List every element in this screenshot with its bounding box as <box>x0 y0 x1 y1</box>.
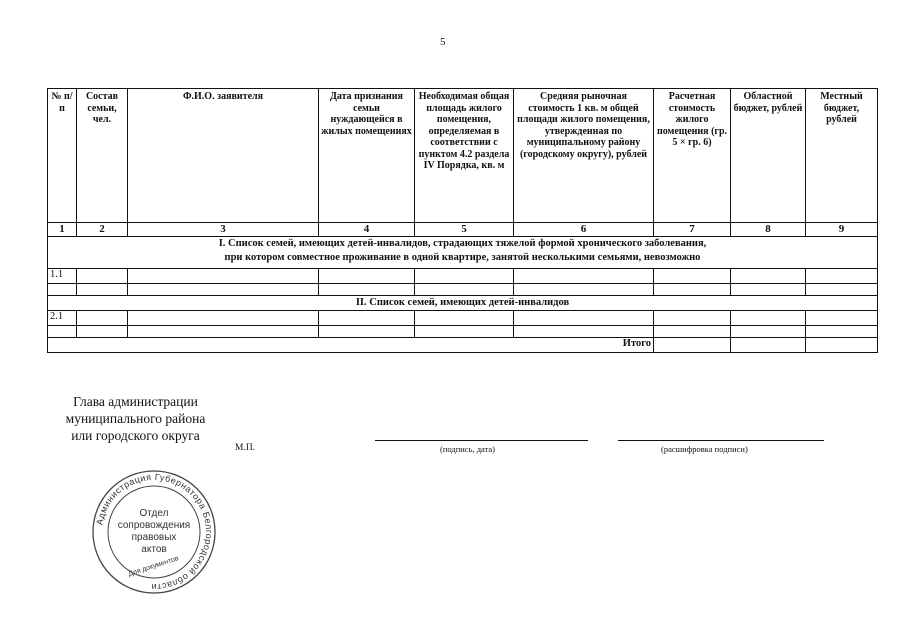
signatory-line: Глава администрации <box>73 394 198 409</box>
section-1-line2: при котором совместное проживание в одной квартире, занятой несколькими семьями, невозможно <box>224 252 701 263</box>
table-cell <box>415 284 514 296</box>
header-cell: Областной бюджет, рублей <box>731 89 806 223</box>
table-row <box>48 326 878 338</box>
header-cell: Необходимая общая площадь жилого помещения, определяемая в соответствии с пунктом 4.2 раздела IV Порядка, кв. м <box>415 89 514 223</box>
section-1-row <box>48 237 878 269</box>
column-number: 3 <box>128 223 319 237</box>
stamp-text: Отдел <box>139 508 169 519</box>
table-cell <box>731 311 806 326</box>
table-cell <box>319 284 415 296</box>
decode-caption: (расшифровка подписи) <box>661 444 748 454</box>
table-cell <box>128 311 319 326</box>
table-cell <box>731 284 806 296</box>
column-number: 7 <box>654 223 731 237</box>
decode-line <box>618 440 824 441</box>
section-2-title: II. Список семей, имеющих детей-инвалидов <box>48 296 878 311</box>
header-cell: Расчетная стоимость жилого помещения (гр. 5 × гр. 6) <box>654 89 731 223</box>
signatory-line: муниципального района <box>65 411 206 426</box>
header-cell: Местный бюджет, рублей <box>806 89 878 223</box>
table-cell <box>806 269 878 284</box>
section-1-title <box>48 237 878 269</box>
families-table <box>47 88 878 353</box>
table-cell <box>77 269 128 284</box>
total-row <box>48 338 878 353</box>
table-cell <box>77 326 128 338</box>
table-cell <box>128 269 319 284</box>
table-cell <box>415 269 514 284</box>
table-cell <box>128 284 319 296</box>
table-cell <box>514 326 654 338</box>
column-number: 8 <box>731 223 806 237</box>
table-row <box>48 284 878 296</box>
column-number: 4 <box>319 223 415 237</box>
table-cell <box>806 284 878 296</box>
table-row <box>48 269 878 284</box>
table-cell <box>415 311 514 326</box>
section-2-row <box>48 296 878 311</box>
row-number: 1.1 <box>48 269 77 284</box>
table-cell <box>319 311 415 326</box>
row-number: 2.1 <box>48 311 77 326</box>
stamp-text: правовых <box>131 532 177 543</box>
table-cell <box>654 269 731 284</box>
table-cell <box>48 326 77 338</box>
column-number: 1 <box>48 223 77 237</box>
header-cell: Средняя рыночная стоимость 1 кв. м общей площади жилого помещения, утвержденная по муниципальному району (городскому округу), рублей <box>514 89 654 223</box>
table-cell <box>654 311 731 326</box>
table-cell <box>731 269 806 284</box>
header-cell: № п/п <box>48 89 77 223</box>
signature-line <box>375 440 588 441</box>
table-cell <box>77 311 128 326</box>
official-stamp <box>86 468 222 596</box>
total-cell <box>654 338 731 353</box>
signatory-title <box>58 393 213 444</box>
page-number: 5 <box>440 36 446 48</box>
total-cell <box>806 338 878 353</box>
table-cell <box>319 269 415 284</box>
table-cell <box>415 326 514 338</box>
column-number: 2 <box>77 223 128 237</box>
table-cell <box>806 326 878 338</box>
column-number: 6 <box>514 223 654 237</box>
table-cell <box>319 326 415 338</box>
section-1-line1: I. Список семей, имеющих детей-инвалидов, страдающих тяжелой формой хронического заболевания, <box>218 238 707 249</box>
header-row <box>48 89 878 223</box>
table-cell <box>514 311 654 326</box>
table-cell <box>128 326 319 338</box>
stamp-outer-text: Администрация Губернатора Белгородской области <box>94 471 215 593</box>
seal-place-label: М.П. <box>235 443 256 453</box>
table-cell <box>806 311 878 326</box>
stamp-text: сопровождения <box>117 520 191 531</box>
signatory-line: или городского округа <box>71 428 200 443</box>
column-number: 9 <box>806 223 878 237</box>
table-cell <box>731 326 806 338</box>
table-cell <box>514 269 654 284</box>
table-cell <box>514 284 654 296</box>
table-cell <box>654 326 731 338</box>
stamp-text: актов <box>141 544 167 555</box>
header-cell: Ф.И.О. заявителя <box>128 89 319 223</box>
table-row <box>48 311 878 326</box>
column-numbers-row <box>48 223 878 237</box>
total-label: Итого <box>48 338 654 353</box>
header-cell: Дата признания семьи нуждающейся в жилых помещениях <box>319 89 415 223</box>
signature-caption: (подпись, дата) <box>440 444 496 454</box>
table-cell <box>77 284 128 296</box>
total-cell <box>731 338 806 353</box>
stamp-bottom-text: Для документов <box>127 555 180 579</box>
table-cell <box>48 284 77 296</box>
column-number: 5 <box>415 223 514 237</box>
header-cell: Состав семьи, чел. <box>77 89 128 223</box>
table-cell <box>654 284 731 296</box>
